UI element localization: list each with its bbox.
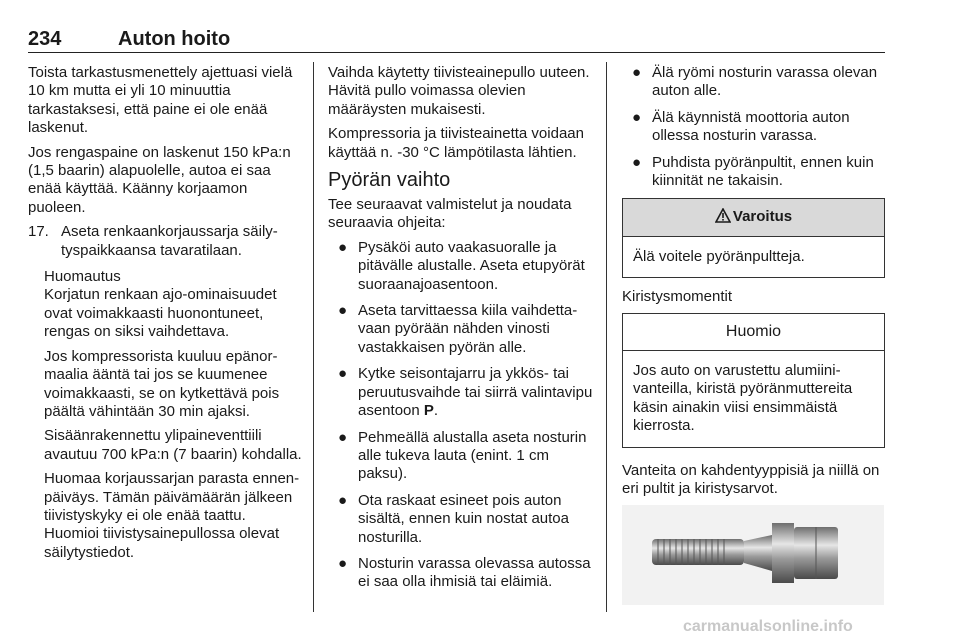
paragraph: Toista tarkastusmenettely ajettuasi vielä 10 km mutta ei yli 10 minuuttia tarkastaksesi, että paine ei ole enää laskenut. — [28, 64, 293, 137]
column-1 — [28, 64, 303, 568]
page-header — [28, 28, 885, 53]
paragraph: Vaihda käytetty tiivisteainepullo uuteen. Hävitä pullo voimassa olevien määräysten mukaisesti. — [328, 64, 590, 118]
wheel-bolt-icon — [622, 505, 884, 605]
list-item — [328, 239, 596, 294]
bullet-icon: ● — [338, 554, 348, 572]
page-number: 234 — [28, 28, 62, 50]
note-text: Korjatun renkaan ajo-ominaisuudet ovat voimakkaasti huonontuneet, rengas on siksi vaihdettava. — [44, 286, 277, 341]
paragraph: Sisäänrakennettu ylipaineventtiili avautuu 700 kPa:n (7 baarin) kohdalla. — [44, 427, 302, 463]
bullet-text: Puhdista pyöränpultit, ennen kuin kiinnität ne takaisin. — [652, 153, 874, 190]
notice-text: Jos auto on varustettu alumiinivanteilla, kiristä pyöränmuttereita käsin ainakin viisi ensimmäistä kierrosta. — [633, 362, 853, 435]
section-heading: Pyörän vaihto — [328, 169, 451, 192]
bullet-text: Kytke seisontajarru ja ykkös- tai peruutusvaihde tai siirrä valintavipu asentoon — [358, 365, 593, 420]
warning-header — [623, 199, 884, 236]
bullet-icon: ● — [338, 302, 348, 320]
gear-position-label: P — [423, 402, 434, 420]
column-divider — [606, 62, 607, 612]
page-title: Auton hoito — [118, 28, 231, 50]
bullet-text: Aseta tarvittaessa kiila vaihdettavaan pyörään nähden vinosti vastakkaisen pyörän alle. — [358, 302, 578, 356]
subheading: Kiristysmomentit — [622, 288, 733, 306]
column-3 — [622, 64, 885, 605]
list-item — [328, 302, 596, 357]
item-number: 17. — [28, 223, 49, 241]
bullet-icon: ● — [338, 428, 348, 446]
column-2 — [328, 64, 596, 600]
warning-title: Varoitus — [732, 208, 793, 226]
list-item — [28, 223, 303, 260]
notice-box — [622, 313, 885, 448]
list-item — [622, 154, 885, 191]
bullet-text-end: . — [433, 402, 439, 420]
bullet-icon: ● — [632, 153, 642, 171]
paragraph: Vanteita on kahdentyyppisiä ja niillä on eri pultit ja kiristysarvot. — [622, 461, 880, 498]
bullet-text: Älä ryömi nosturin varassa olevan auton alle. — [652, 64, 878, 100]
note-title: Huomautus — [44, 268, 121, 286]
paragraph: Jos rengaspaine on laskenut 150 kPa:n (1,5 baarin) alapuolelle, autoa ei saa enää käyttää. Käänny korjaamon puoleen. — [28, 143, 291, 216]
bullet-text: Älä käynnistä moottoria auton ollessa nosturin varassa. — [652, 108, 850, 145]
item-text: Aseta renkaankorjaussarja säilytyspaikkaansa tavaratilaan. — [61, 223, 278, 259]
notice-title: Huomio — [623, 314, 884, 351]
paragraph: Huomaa korjaussarjan parasta ennen-päiväys. Tämän päivämäärän jälkeen tiivistyskyky ei ole enää taattu. Huomioi tiivistysainepullossa olevat säilytystiedot. — [44, 470, 300, 561]
paragraph: Jos kompressorista kuuluu epänormaalia ääntä tai jos se kuumenee voimakkaasti, se on kytkettävä pois päältä vähintään 30 min ajaksi. — [44, 347, 280, 420]
bullet-icon: ● — [632, 64, 642, 81]
list-item — [328, 365, 596, 420]
paragraph: Kompressoria ja tiivisteainetta voidaan käyttää n. -30 °C lämpötilasta lähtien. — [328, 125, 584, 161]
bullet-text: Pysäköi auto vaakasuoralle ja pitävälle alustalle. Aseta etupyörät suoraanajoasentoon. — [358, 238, 585, 293]
paragraph: Tee seuraavat valmistelut ja noudata seuraavia ohjeita: — [328, 196, 572, 232]
bullet-text: Pehmeällä alustalla aseta nosturin alle tukeva lauta (enint. 1 cm paksu). — [358, 428, 587, 483]
bullet-icon: ● — [338, 491, 348, 509]
bullet-text: Ota raskaat esineet pois auton sisältä, ennen kuin nostat autoa nosturilla. — [358, 491, 569, 546]
list-item — [622, 64, 885, 101]
note-block — [44, 268, 303, 562]
bullet-icon: ● — [338, 365, 348, 383]
bullet-icon: ● — [632, 108, 642, 126]
watermark: carmanualsonline.info — [683, 618, 853, 635]
list-item — [328, 555, 596, 592]
warning-triangle-icon — [715, 208, 731, 223]
list-item — [328, 429, 596, 484]
wheel-bolt-image — [622, 505, 884, 605]
bullet-text: Nosturin varassa olevassa autossa ei saa olla ihmisiä tai eläimiä. — [358, 554, 591, 591]
column-divider — [313, 62, 314, 612]
list-item — [328, 492, 596, 547]
warning-box — [622, 198, 885, 278]
warning-text: Älä voitele pyöränpultteja. — [633, 247, 805, 265]
list-item — [622, 109, 885, 146]
bullet-icon: ● — [338, 238, 348, 256]
